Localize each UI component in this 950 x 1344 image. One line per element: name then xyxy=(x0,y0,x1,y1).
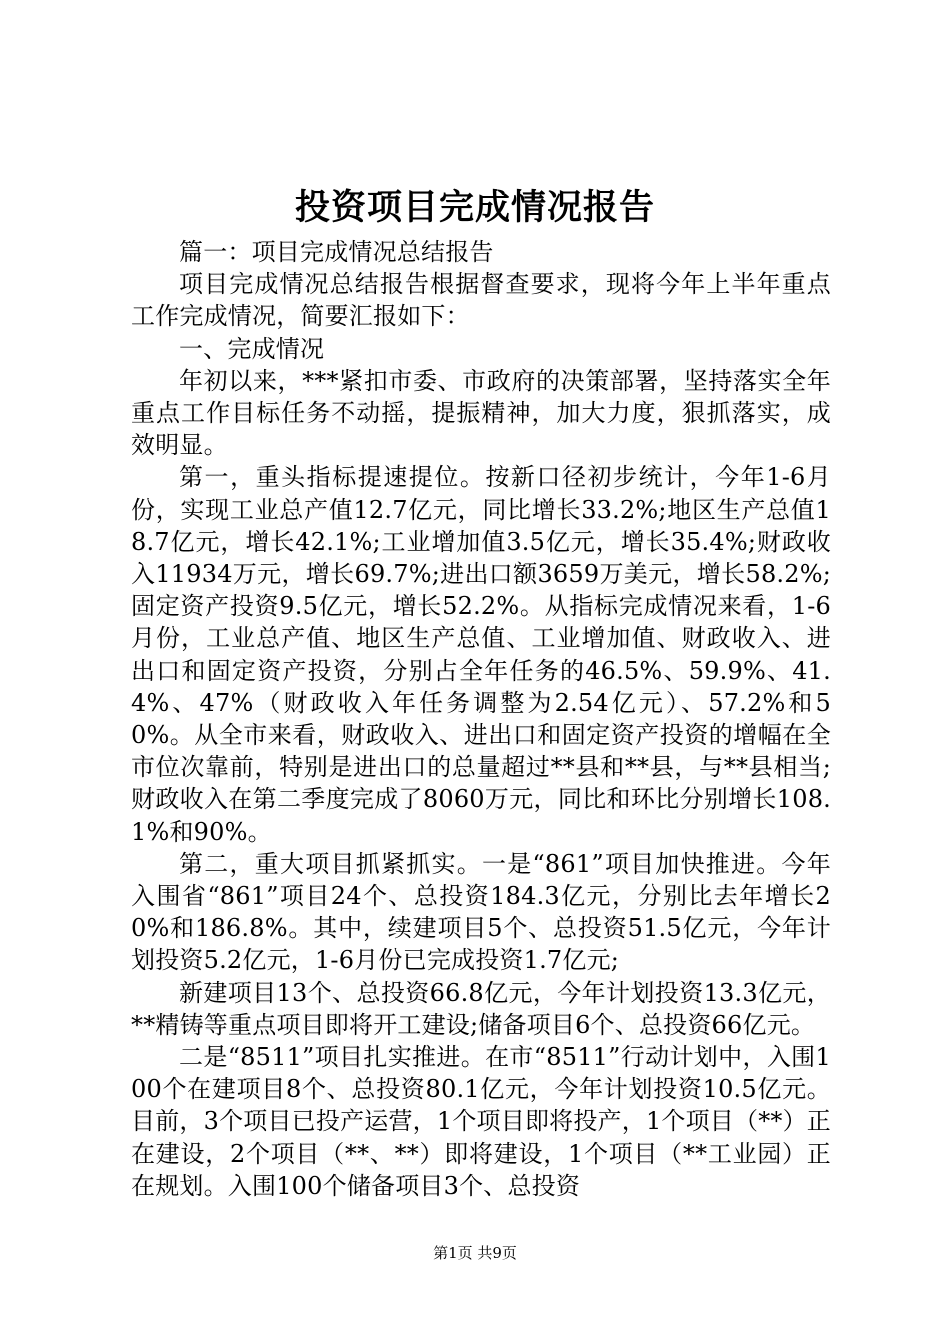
document-body xyxy=(131,236,831,1202)
indicators-paragraph: 第一，重头指标提速提位。按新口径初步统计，今年1-6月份，实现工业总产值12.7亿元，同比增长33.2%;地区生产总值18.7亿元，增长42.1%;工业增加值3.5亿元，增长35.4%;财政收入11934万元，增长69.7%;进出口额3659万美元，增长58.2%;固定资产投资9.5亿元，增长52.2%。从指标完成情况来看，1-6月份，工业总产值、地区生产总值、工业增加值、财政收入、进出口和固定资产投资，分别占全年任务的46.5%、59.9%、41.4%、47%（财政收入年任务调整为2.54亿元）、57.2%和50%。从全市来看，财政收入、进出口和固定资产投资的增幅在全市位次靠前，特别是进出口的总量超过**县和**县，与**县相当;财政收入在第二季度完成了8060万元，同比和环比分别增长108.1%和90%。 xyxy=(131,463,831,846)
new-projects-paragraph: 新建项目13个、总投资66.8亿元，今年计划投资13.3亿元，**精铸等重点项目即将开工建设;储备项目6个、总投资66亿元。 xyxy=(131,978,831,1039)
page-number-footer: 第1页 共9页 xyxy=(433,1244,517,1262)
intro-paragraph: 项目完成情况总结报告根据督查要求，现将今年上半年重点工作完成情况，简要汇报如下： xyxy=(131,270,831,331)
document-title: 投资项目完成情况报告 xyxy=(294,187,655,228)
subsection-heading: 一、完成情况 xyxy=(179,334,325,363)
section-heading: 篇一：项目完成情况总结报告 xyxy=(179,238,494,266)
program-8511-paragraph: 二是“8511”项目扎实推进。在市“8511”行动计划中，入围100个在建项目8个、总投资80.1亿元，今年计划投资10.5亿元。目前，3个项目已投产运营，1个项目即将投产，1个项目（**）正在建设，2个项目（**、**）即将建设，1个项目（**工业园）正在规划。入围100个储备项目3个、总投资 xyxy=(131,1043,832,1200)
projects-paragraph: 第二，重大项目抓紧抓实。一是“861”项目加快推进。今年入围省“861”项目24个、总投资184.3亿元，分别比去年增长20%和186.8%。其中，续建项目5个、总投资51.5亿元，今年计划投资5.2亿元，1-6月份已完成投资1.7亿元; xyxy=(131,849,831,975)
overview-paragraph: 年初以来，***紧扣市委、市政府的决策部署，坚持落实全年重点工作目标任务不动摇，提振精神，加大力度，狠抓落实，成效明显。 xyxy=(131,366,831,460)
